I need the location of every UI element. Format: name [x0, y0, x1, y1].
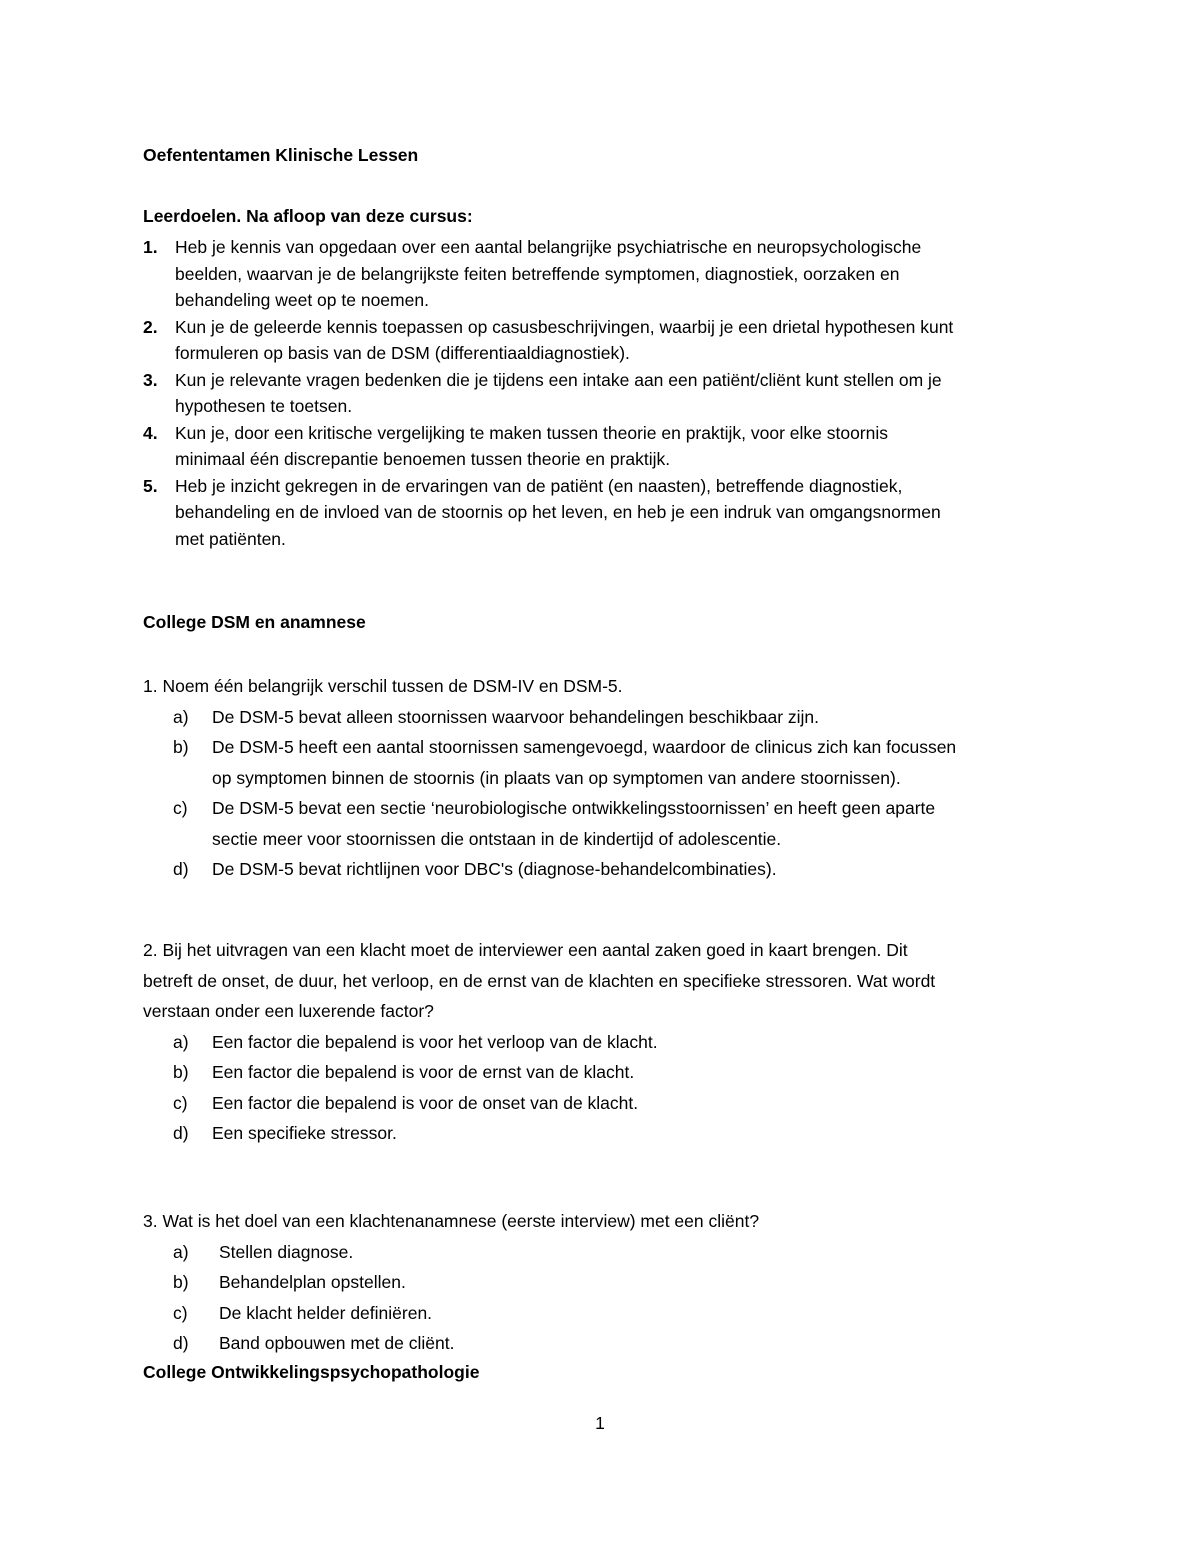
goal-text-line: behandeling en de invloed van de stoornis op het leven, en heb je een indruk van omgangsnormen: [175, 502, 941, 522]
question-text: [143, 671, 1063, 702]
option-text-line: Een factor die bepalend is voor het verloop van de klacht.: [212, 1031, 658, 1052]
learning-goals-intro: Leerdoelen. Na afloop van deze cursus:: [143, 206, 473, 226]
goal-text-line: Kun je de geleerde kennis toepassen op casusbeschrijvingen, waarbij je een drietal hypothesen kunt: [175, 316, 954, 337]
goal-text-line: met patiënten.: [175, 528, 286, 549]
question-text-line: verstaan onder een luxerende factor?: [143, 1001, 434, 1021]
answer-option-b: [143, 732, 1063, 793]
goal-text-line: minimaal één discrepantie benoemen tussen theorie en praktijk.: [175, 449, 671, 469]
option-text-line: De klacht helder definiëren.: [219, 1302, 433, 1323]
option-text-line: De DSM-5 heeft een aantal stoornissen samengevoegd, waardoor de clinicus zich kan focussen: [212, 737, 957, 757]
option-text-line: De DSM-5 bevat alleen stoornissen waarvoor behandelingen beschikbaar zijn.: [212, 706, 820, 727]
goal-text-line: beelden, waarvan je de belangrijkste feiten betreffende symptomen, diagnostiek, oorzaken en: [175, 263, 900, 284]
question-text-line: 1. Noem één belangrijk verschil tussen de DSM-IV en DSM-5.: [143, 676, 623, 696]
section-heading-ontwikkelingspsychopathologie: College Ontwikkelingspsychopathologie: [143, 1362, 480, 1382]
goal-text-line: Kun je, door een kritische vergelijking te maken tussen theorie en praktijk, voor elke stoornis: [175, 422, 889, 443]
goal-number: 2.: [143, 316, 158, 337]
answer-option-d: [143, 1328, 1063, 1359]
question-3: [143, 1206, 1063, 1359]
option-text-line: Een factor die bepalend is voor de ernst van de klacht.: [212, 1062, 635, 1082]
learning-goal-3: [143, 367, 1063, 420]
answer-option-a: [143, 702, 1063, 733]
option-letter: d): [173, 1123, 189, 1143]
option-letter: a): [173, 1031, 189, 1052]
question-text: [143, 935, 1063, 1027]
answer-options: [143, 1027, 1063, 1149]
option-text-line: Een factor die bepalend is voor de onset van de klacht.: [212, 1092, 639, 1113]
answer-option-c: [143, 1088, 1063, 1119]
option-text-line: op symptomen binnen de stoornis (in plaats van op symptomen van andere stoornissen).: [212, 767, 901, 788]
question-text-line: 3. Wat is het doel van een klachtenanamnese (eerste interview) met een cliënt?: [143, 1211, 760, 1231]
answer-option-c: [143, 1298, 1063, 1329]
answer-options: [143, 702, 1063, 885]
goal-number: 5.: [143, 475, 158, 496]
answer-option-d: [143, 854, 1063, 885]
option-letter: b): [173, 1062, 189, 1082]
answer-option-a: [143, 1027, 1063, 1058]
answer-option-d: [143, 1118, 1063, 1149]
answer-option-b: [143, 1057, 1063, 1088]
goal-number: 4.: [143, 422, 158, 443]
goal-number: 1.: [143, 237, 158, 257]
learning-goal-2: [143, 314, 1063, 367]
option-text-line: Een specifieke stressor.: [212, 1123, 397, 1143]
goal-text-line: Heb je kennis van opgedaan over een aantal belangrijke psychiatrische en neuropsychologische: [175, 237, 922, 257]
option-letter: a): [173, 706, 189, 727]
option-text-line: Band opbouwen met de cliënt.: [219, 1333, 455, 1353]
goal-text-line: formuleren op basis van de DSM (differentiaaldiagnostiek).: [175, 343, 630, 363]
option-text-line: Behandelplan opstellen.: [219, 1272, 406, 1292]
option-letter: d): [173, 1333, 189, 1353]
goal-number: 3.: [143, 369, 158, 390]
section-heading-dsm: College DSM en anamnese: [143, 612, 366, 632]
question-text: [143, 1206, 1063, 1237]
goal-text-line: behandeling weet op te noemen.: [175, 290, 429, 310]
option-letter: d): [173, 859, 189, 879]
learning-goal-1: [143, 234, 1063, 314]
question-text-line: betreft de onset, de duur, het verloop, en de ernst van de klachten en specifieke stressoren. Wat wordt: [143, 970, 936, 991]
document-title: Oefententamen Klinische Lessen: [143, 145, 419, 165]
goal-text-line: Kun je relevante vragen bedenken die je tijdens een intake aan een patiënt/cliënt kunt stellen om je: [175, 369, 942, 390]
option-text-line: De DSM-5 bevat een sectie ‘neurobiologische ontwikkelingsstoornissen’ en heeft geen aparte: [212, 798, 936, 818]
answer-options: [143, 1237, 1063, 1359]
option-letter: b): [173, 1272, 189, 1292]
option-letter: c): [173, 1092, 188, 1113]
goal-text-line: hypothesen te toetsen.: [175, 396, 353, 416]
option-letter: b): [173, 737, 189, 757]
question-2: [143, 935, 1063, 1149]
option-text-line: sectie meer voor stoornissen die ontstaan in de kindertijd of adolescentie.: [212, 828, 782, 849]
option-text-line: Stellen diagnose.: [219, 1241, 354, 1262]
goal-text-line: Heb je inzicht gekregen in de ervaringen van de patiënt (en naasten), betreffende diagnostiek,: [175, 475, 903, 496]
answer-option-a: [143, 1237, 1063, 1268]
page-number: 1: [595, 1413, 605, 1433]
answer-option-b: [143, 1267, 1063, 1298]
answer-option-c: [143, 793, 1063, 854]
learning-goal-4: [143, 420, 1063, 473]
option-letter: c): [173, 798, 188, 818]
learning-goal-5: [143, 473, 1063, 553]
option-text-line: De DSM-5 bevat richtlijnen voor DBC's (diagnose-behandelcombinaties).: [212, 859, 777, 879]
option-letter: a): [173, 1241, 189, 1262]
question-text-line: 2. Bij het uitvragen van een klacht moet de interviewer een aantal zaken goed in kaart brengen. Dit: [143, 940, 908, 960]
option-letter: c): [173, 1302, 188, 1323]
learning-goals-list: [143, 234, 1063, 552]
question-1: [143, 671, 1063, 885]
